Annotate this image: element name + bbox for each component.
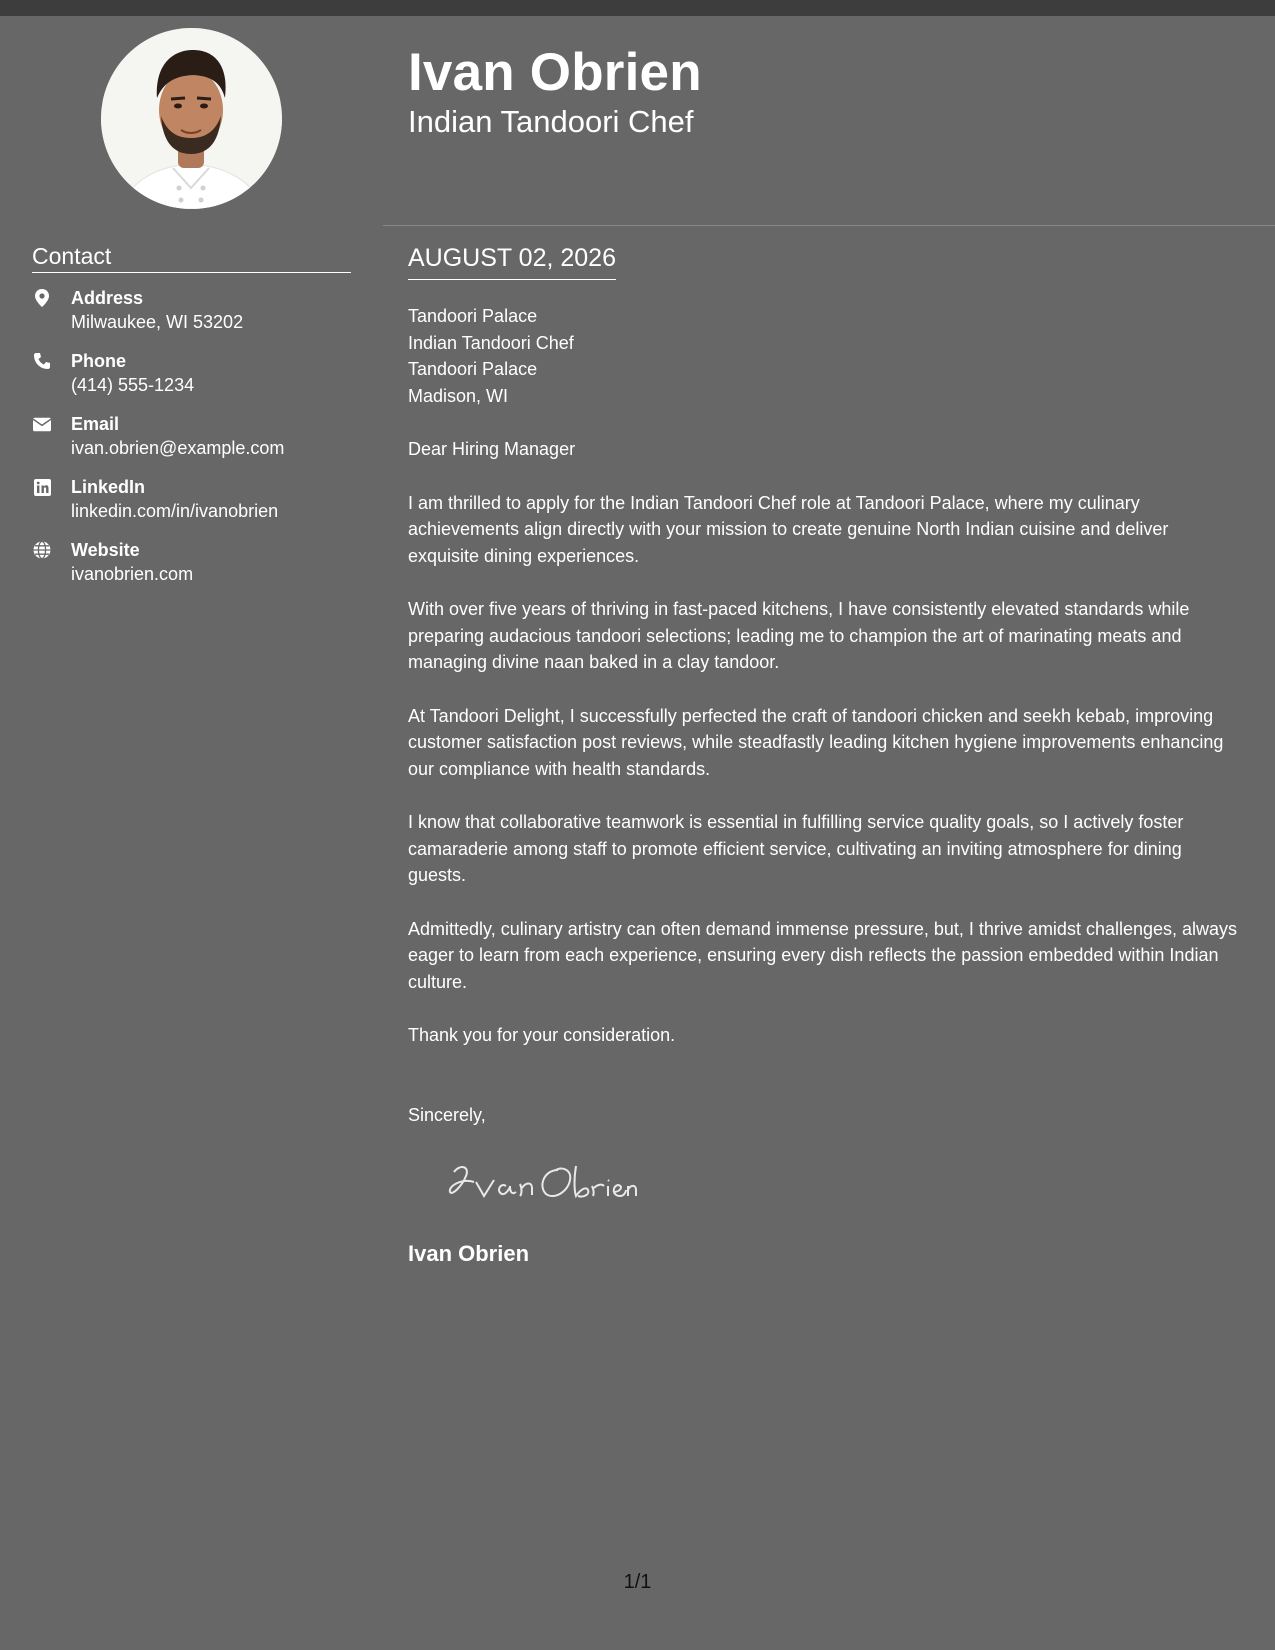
contact-item-website — [32, 538, 362, 601]
contact-list — [32, 286, 362, 601]
recipient-block — [408, 303, 1238, 409]
applicant-job-title: Indian Tandoori Chef — [408, 104, 694, 139]
letter-body — [408, 303, 1238, 1128]
contact-heading: Contact — [32, 242, 351, 273]
applicant-name: Ivan Obrien — [408, 43, 702, 102]
letter-paragraph: Admittedly, culinary artistry can often demand immense pressure, but, I thrive amidst challenges, always eager to learn from each experience, ensuring every dish reflects the passion embedded within Indian culture. — [408, 918, 1238, 992]
recipient-line: Tandoori Palace — [408, 359, 538, 379]
recipient-line: Madison, WI — [408, 385, 509, 406]
contact-item-address — [32, 286, 362, 349]
contact-item-linkedin — [32, 475, 362, 538]
linkedin-icon — [33, 478, 51, 496]
letter-paragraph: At Tandoori Delight, I successfully perfected the craft of tandoori chicken and seekh kebab, improving customer satisfaction post reviews, while steadfastly leading kitchen hygiene improvements enhancing our compliance with health standards. — [408, 705, 1224, 779]
page-number: 1/1 — [623, 1571, 652, 1593]
envelope-icon — [33, 415, 51, 433]
profile-photo — [101, 28, 282, 209]
contact-value: (414) 555-1234 — [71, 375, 195, 395]
contact-label: Address — [71, 288, 144, 308]
letter-paragraph: Thank you for your consideration. — [408, 1025, 676, 1045]
contact-value: Milwaukee, WI 53202 — [71, 312, 244, 332]
recipient-line: Tandoori Palace — [408, 306, 538, 326]
contact-item-email — [32, 412, 362, 475]
contact-label: Email — [71, 414, 120, 434]
contact-label: Website — [71, 540, 140, 560]
contact-value: linkedin.com/in/ivanobrien — [71, 501, 279, 521]
salutation: Dear Hiring Manager — [408, 439, 576, 459]
signer-name: Ivan Obrien — [408, 1241, 530, 1266]
sidebar — [0, 16, 383, 1650]
contact-label: Phone — [71, 351, 127, 371]
phone-icon — [33, 352, 51, 370]
globe-icon — [33, 541, 51, 559]
letter-paragraph: I am thrilled to apply for the Indian Tandoori Chef role at Tandoori Palace, where my culinary achievements align directly with your mission to create genuine North Indian cuisine and deliver exquisite dining experiences. — [408, 492, 1169, 566]
contact-value: ivan.obrien@example.com — [71, 438, 285, 458]
top-bar — [0, 0, 1275, 16]
contact-item-phone — [32, 349, 362, 412]
closing: Sincerely, — [408, 1104, 486, 1125]
contact-label: LinkedIn — [71, 477, 146, 497]
contact-value: ivanobrien.com — [71, 564, 194, 584]
header-divider — [383, 225, 1275, 226]
recipient-line: Indian Tandoori Chef — [408, 332, 574, 353]
handwritten-signature — [440, 1152, 640, 1208]
letter-paragraph: With over five years of thriving in fast-paced kitchens, I have consistently elevated standards while preparing audacious tandoori selections; leading me to champion the art of marinating meats and managing divine naan baked in a clay tandoor. — [408, 599, 1190, 672]
letter-paragraph: I know that collaborative teamwork is essential in fulfilling service quality goals, so I actively foster camaraderie among staff to promote efficient service, cultivating an inviting atmosphere for dining guests. — [408, 812, 1184, 885]
map-pin-icon — [33, 289, 51, 307]
letter-date: AUGUST 02, 2026 — [408, 243, 616, 280]
